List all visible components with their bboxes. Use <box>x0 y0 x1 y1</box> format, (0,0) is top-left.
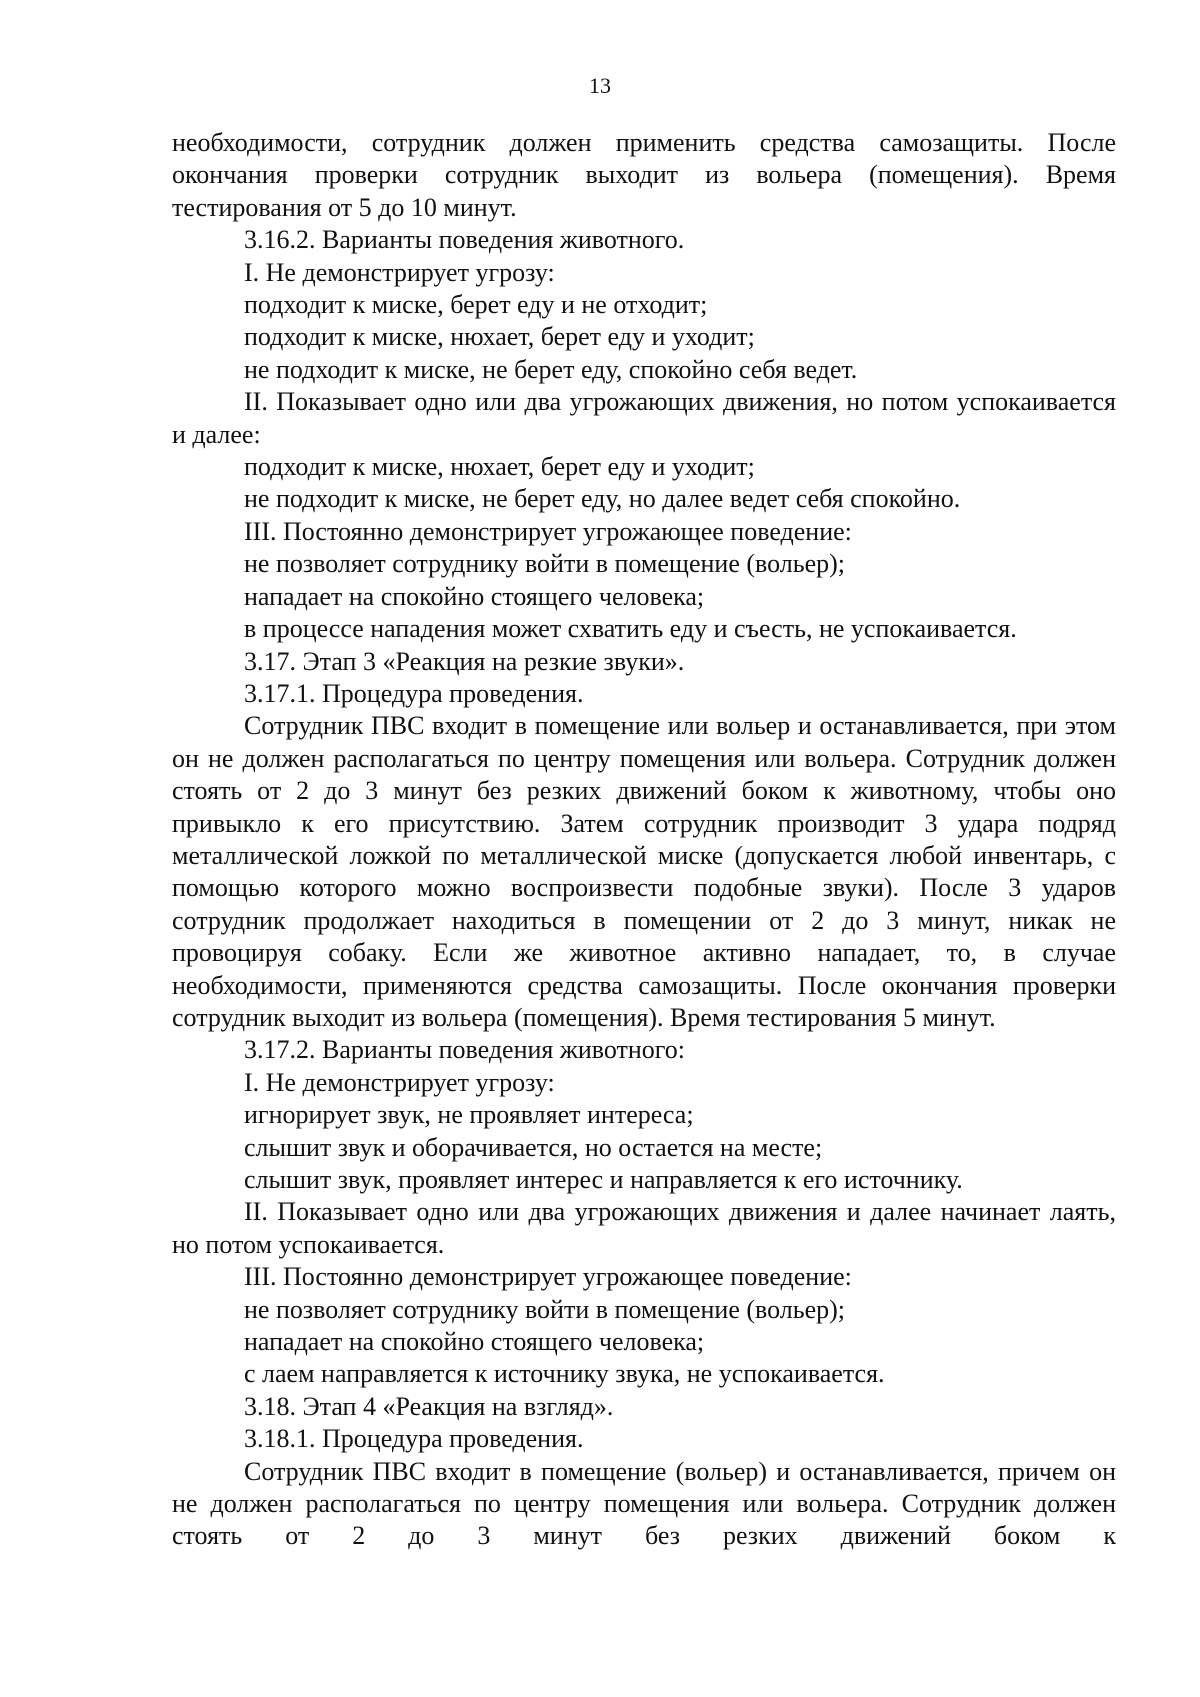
subsection-heading: 3.17.2. Варианты поведения животного: <box>244 1035 686 1065</box>
paragraph: III. Постоянно демонстрирует угрожающее поведение: <box>244 516 852 546</box>
list-item: нападает на спокойно стоящего человека; <box>244 581 705 611</box>
list-item: нападает на спокойно стоящего человека; <box>244 1327 705 1357</box>
paragraph: II. Показывает одно или два угрожающих движения, но потом успокаивается и далее: <box>172 387 1116 449</box>
section-heading: 3.18. Этап 4 «Реакция на взгляд». <box>244 1391 614 1421</box>
list-item: в процессе нападения может схватить еду и съесть, не успокаивается. <box>244 614 1017 644</box>
list-item: подходит к миске, нюхает, берет еду и уходит; <box>244 452 755 482</box>
document-body <box>172 127 1116 1553</box>
list-item: с лаем направляется к источнику звука, не успокаивается. <box>244 1359 885 1389</box>
list-item: игнорирует звук, не проявляет интереса; <box>244 1100 694 1130</box>
list-item: не подходит к миске, не берет еду, спокойно себя ведет. <box>244 354 858 384</box>
list-item: не позволяет сотруднику войти в помещение (вольер); <box>244 549 846 579</box>
paragraph: 3.16.2. Варианты поведения животного. <box>244 225 685 255</box>
subsection-heading: 3.17.1. Процедура проведения. <box>244 678 584 708</box>
paragraph: I. Не демонстрирует угрозу: <box>244 1067 555 1097</box>
list-item: подходит к миске, берет еду и не отходит; <box>244 290 708 320</box>
paragraph: необходимости, сотрудник должен применить средства самозащиты. После окончания проверки сотрудник выходит из вольера (помещения). Время тестирования от 5 до 10 минут. <box>172 128 1116 222</box>
list-item: подходит к миске, нюхает, берет еду и уходит; <box>244 322 755 352</box>
page-number: 13 <box>589 73 611 98</box>
paragraph: II. Показывает одно или два угрожающих движения и далее начинает лаять, но потом успокаивается. <box>172 1197 1116 1259</box>
section-heading: 3.17. Этап 3 «Реакция на резкие звуки». <box>244 646 685 676</box>
subsection-heading: 3.18.1. Процедура проведения. <box>244 1424 584 1454</box>
paragraph: I. Не демонстрирует угрозу: <box>244 257 555 287</box>
list-item: не подходит к миске, не берет еду, но далее ведет себя спокойно. <box>244 484 961 514</box>
list-item: не позволяет сотруднику войти в помещение (вольер); <box>244 1294 846 1324</box>
paragraph: III. Постоянно демонстрирует угрожающее поведение: <box>244 1262 852 1292</box>
paragraph: Сотрудник ПВС входит в помещение или вольер и останавливается, при этом он не должен располагаться по центру помещения или вольера. Сотрудник должен стоять от 2 до 3 минут без резких движений боком к животному, чтобы оно привыкло к его присутствию. Затем сотрудник производит 3 удара подряд металлической ложкой по металлической миске (допускается любой инвентарь, с помощью которого можно воспроизвести подобные звуки). После 3 ударов сотрудник продолжает находиться в помещении от 2 до 3 минут, никак не провоцируя собаку. Если же животное активно нападает, то, в случае необходимости, применяются средства самозащиты. После окончания проверки сотрудник выходит из вольера (помещения). Время тестирования 5 минут. <box>172 711 1116 1032</box>
list-item: слышит звук, проявляет интерес и направляется к его источнику. <box>244 1165 963 1194</box>
paragraph: Сотрудник ПВС входит в помещение (вольер) и останавливается, причем он не должен располагаться по центру помещения или вольера. Сотрудник должен стоять от 2 до 3 минут без резких движений боком к <box>172 1456 1116 1551</box>
list-item: слышит звук и оборачивается, но остается на месте; <box>244 1132 823 1162</box>
